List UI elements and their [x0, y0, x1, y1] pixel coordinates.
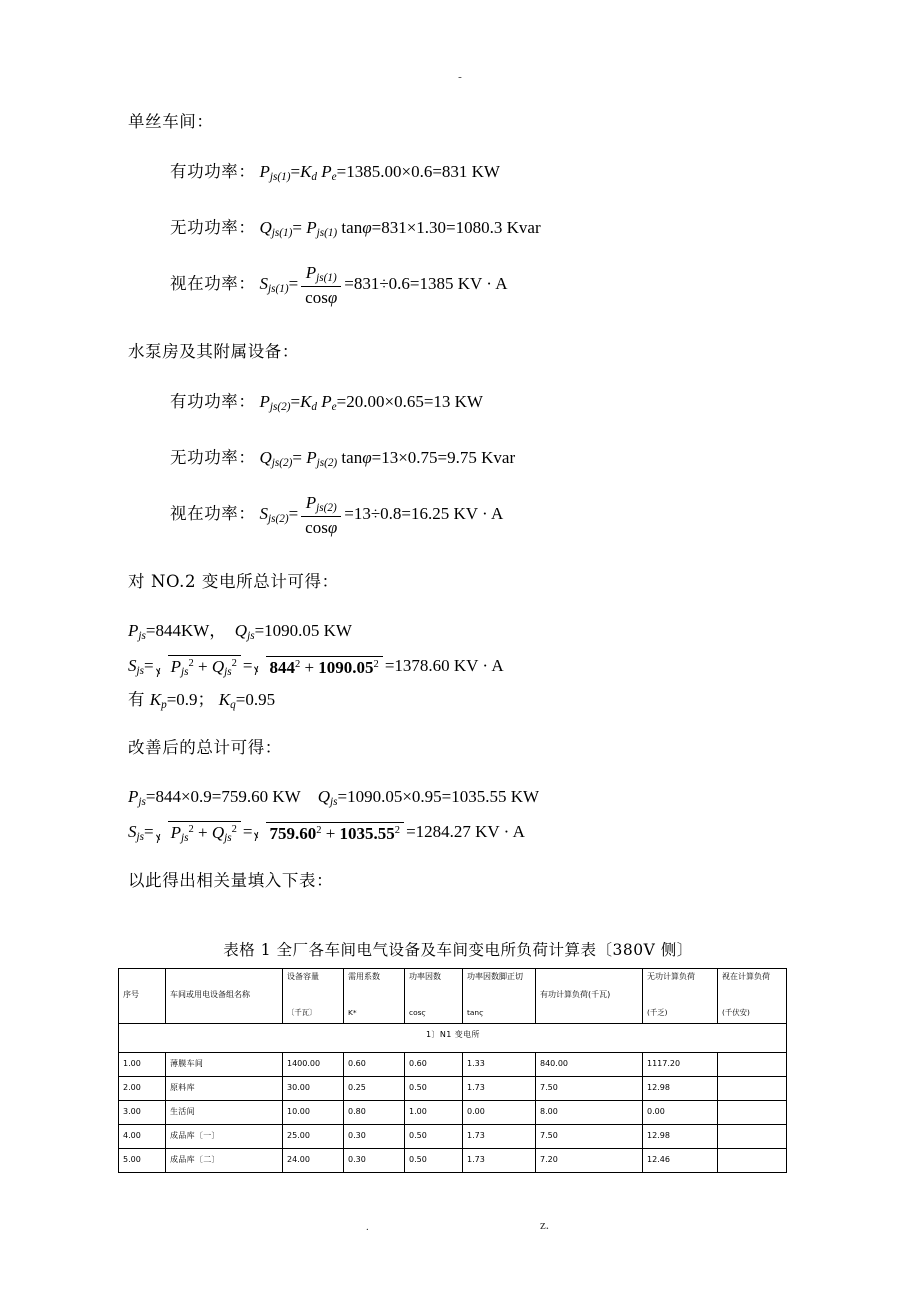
header-cell-active-load [536, 969, 643, 1024]
totals-heading: 对 NO.2 变电所总计可得： [128, 572, 339, 591]
sup-2b: 2 [231, 823, 237, 835]
formula-active-power-1 [128, 148, 828, 196]
numerator-var: P [305, 493, 317, 513]
cell-demand-factor: 0.30 [344, 1125, 405, 1149]
cell-demand-factor: 0.60 [344, 1053, 405, 1077]
s-var: S [128, 655, 137, 675]
header-cell-apparent-load [718, 969, 787, 1024]
cell-capacity: 30.00 [283, 1077, 344, 1101]
lhs-var: P [259, 161, 270, 181]
cell-capacity: 10.00 [283, 1101, 344, 1125]
sup-2d: 2 [373, 659, 379, 671]
factor2-sub: e [331, 171, 337, 184]
formula-label: 有功功率： [170, 392, 256, 411]
cell-no: 4.00 [119, 1125, 166, 1149]
header-label: 功率因数 [409, 972, 441, 981]
sqrt-numeric [254, 822, 404, 843]
table-section-row [119, 1024, 787, 1053]
header-unit: 〔千瓦〕 [287, 1008, 317, 1018]
sqrt-radicand: $P_{js}^2 + Q_{js}^2$ [168, 655, 241, 679]
formula-label: 视在功率： [170, 274, 256, 293]
cell-apparent-load [718, 1053, 787, 1077]
q-var: Q [234, 621, 248, 640]
cell-name: 成品库〔二〕 [166, 1149, 283, 1173]
formula-expression: $P_{js(1)}=K_d$ $P_e=1385.00\times 0.6=831$ KW [259, 161, 500, 184]
formula-label: 有功功率： [170, 162, 256, 181]
header-cell-no [119, 969, 166, 1024]
header-unit: (千伏安) [722, 1008, 750, 1018]
cell-power-factor: 0.50 [405, 1125, 463, 1149]
fraction-denominator [301, 517, 341, 537]
cell-apparent-load [718, 1149, 787, 1173]
header-cell-capacity [283, 969, 344, 1024]
cell-name: 薄膜车间 [166, 1053, 283, 1077]
section-title-2: 水泵房及其附属设备： [128, 342, 299, 361]
lhs-var: Q [259, 217, 272, 237]
sup-2c: 2 [294, 659, 301, 671]
factor1-var: P [306, 447, 317, 467]
p-value: =844×0.9=759.60 KW [145, 786, 301, 806]
p-value: =844KW， [145, 621, 227, 640]
header-cell-tangent [463, 969, 536, 1024]
formula-expression: $P_{js(2)}=K_d$ $P_e=20.00\times 0.65=13$ KW [259, 391, 483, 414]
fraction-denominator [301, 287, 341, 307]
sup-2a: 2 [188, 823, 194, 835]
cell-tangent: 1.73 [463, 1125, 536, 1149]
lhs-sub: js(1) [269, 171, 291, 184]
factor2-var: P [321, 161, 332, 181]
totals-k-line [128, 691, 275, 712]
kp-var: K [149, 689, 162, 709]
lhs-var: P [259, 391, 270, 411]
cell-apparent-load [718, 1101, 787, 1125]
denominator-text: cos [305, 288, 328, 308]
cell-tangent: 0.00 [463, 1101, 536, 1125]
cell-name: 成品库〔一〕 [166, 1125, 283, 1149]
radicand-num-1: 759.60 [269, 824, 317, 844]
sup-2c: 2 [316, 825, 322, 837]
section-label-cell [119, 1024, 787, 1053]
radicand-p-sub: js [180, 666, 189, 679]
header-label: 有功计算负荷(千瓦) [540, 989, 611, 999]
fraction [301, 493, 341, 537]
cell-active-load: 8.00 [536, 1101, 643, 1125]
header-cell-power-factor [405, 969, 463, 1024]
cell-no: 3.00 [119, 1101, 166, 1125]
denominator-text: cos [305, 518, 328, 538]
p-var: P [128, 621, 139, 640]
kq-value: =0.95 [235, 689, 276, 709]
formula-active-power-2 [128, 378, 828, 426]
document-body [128, 108, 828, 891]
header-cell-name [166, 969, 283, 1024]
cell-capacity: 1400.00 [283, 1053, 344, 1077]
sqrt-symbolic [156, 655, 241, 679]
tan-text: tan [341, 447, 363, 467]
s-sub: js [136, 664, 144, 677]
header-label: 无功计算负荷 [647, 972, 695, 981]
table-section-header [119, 1024, 787, 1053]
lhs-sub: js(2) [271, 457, 293, 470]
denominator-symbol: φ [327, 518, 338, 538]
s-result: =1378.60 KV · A [384, 655, 504, 675]
improved-pq-line [128, 788, 539, 809]
table-intro-text: 以此得出相关量填入下表： [128, 870, 334, 890]
formula-expression: $S_{js(2)}=$ $\frac{P_{js(2)}}{\cos\varphi}$ =13÷0.8=16.25 KV · A [259, 493, 504, 538]
cell-capacity: 25.00 [283, 1125, 344, 1149]
formula-numeric: =831÷0.6=1385 KV · A [344, 274, 508, 294]
table-row [119, 1077, 787, 1101]
totals-pq-line [128, 622, 352, 643]
numerator-sub: js(2) [316, 502, 337, 515]
table-header-row [119, 969, 787, 1024]
cell-active-load: 7.50 [536, 1077, 643, 1101]
formula-apparent-power-1 [128, 260, 828, 308]
formula-apparent-power-2 [128, 490, 828, 538]
lhs-sub: js(1) [271, 227, 293, 240]
header-label: 设备容量 [287, 972, 319, 981]
table-head [119, 969, 787, 1024]
formula-expression: $Q_{js(2)}= P_{js(2)}$ tanφ=13×0.75=9.75 Kvar [259, 447, 516, 470]
formula-reactive-power-2 [128, 434, 828, 482]
cell-demand-factor: 0.30 [344, 1149, 405, 1173]
cell-name: 原料库 [166, 1077, 283, 1101]
cell-power-factor: 0.50 [405, 1149, 463, 1173]
table-body [119, 1053, 787, 1173]
q-value: =1090.05×0.95=1035.55 KW [337, 786, 540, 806]
cell-tangent: 1.73 [463, 1149, 536, 1173]
sqrt-radicand: $759.60^2 + 1035.55^2$ [266, 822, 404, 843]
sup-2b: 2 [231, 658, 237, 670]
s-sub: js [136, 830, 144, 843]
equals-1: = [143, 655, 154, 675]
kp-sub: p [161, 698, 167, 711]
sqrt-symbolic [156, 821, 241, 845]
q-var: Q [317, 786, 330, 806]
factor2-sub: e [331, 401, 337, 414]
tan-symbol: φ [362, 447, 372, 467]
radicand-q-sub: js [224, 831, 232, 844]
header-cell-demand-factor [344, 969, 405, 1024]
lhs-var: Q [259, 447, 272, 467]
cell-demand-factor: 0.80 [344, 1101, 405, 1125]
table-row [119, 1149, 787, 1173]
sqrt-radicand: $P_{js}^2 + Q_{js}^2$ [168, 821, 241, 845]
equals-1: = [143, 821, 154, 841]
cell-power-factor: 1.00 [405, 1101, 463, 1125]
cell-capacity: 24.00 [283, 1149, 344, 1173]
tan-text: tan [341, 217, 363, 237]
radicand-num-2: 1090.05 [318, 658, 374, 678]
lhs-sub: js(2) [269, 401, 291, 414]
s-var: S [128, 821, 137, 841]
cell-power-factor: 0.60 [405, 1053, 463, 1077]
p-sub: js [138, 795, 146, 808]
kq-var: K [218, 689, 231, 709]
sup-2d: 2 [394, 825, 401, 837]
header-label: 需用系数 [348, 972, 380, 981]
lhs-sub: js(1) [268, 283, 289, 296]
factor1-var: K [300, 391, 312, 411]
factor1-sub: js(1) [316, 227, 338, 240]
cell-no: 1.00 [119, 1053, 166, 1077]
table-row [119, 1053, 787, 1077]
formula-numeric: =13×0.75=9.75 Kvar [371, 447, 516, 467]
q-value: =1090.05 KW [254, 621, 352, 640]
fraction [301, 263, 341, 307]
table-row [119, 1101, 787, 1125]
formula-numeric: =831×1.30=1080.3 Kvar [371, 217, 541, 237]
s-result: =1284.27 KV · A [406, 821, 525, 841]
radicand-p-var: P [170, 656, 181, 676]
radicand-p-var: P [170, 822, 181, 842]
q-sub: js [330, 795, 338, 808]
kp-value: =0.9； [166, 689, 215, 709]
lhs-var: S [259, 274, 268, 294]
numerator-sub: js(1) [316, 272, 337, 285]
header-unit: (千乏) [647, 1008, 668, 1018]
kq-sub: q [230, 698, 236, 711]
factor1-var: P [306, 217, 317, 237]
improved-heading: 改善后的总计可得： [128, 737, 282, 757]
formula-numeric: 20.00×0.65=13 KW [346, 391, 483, 411]
cell-tangent: 1.33 [463, 1053, 536, 1077]
header-cell-reactive-load [643, 969, 718, 1024]
header-symbol: tanϛ [467, 1008, 484, 1018]
totals-s-line [128, 655, 504, 679]
factor1-sub: d [311, 401, 318, 414]
lhs-var: S [259, 504, 268, 524]
header-symbol: K* [348, 1008, 357, 1018]
sqrt-numeric [254, 656, 382, 677]
radicand-num-2: 1035.55 [339, 824, 395, 844]
cell-reactive-load: 1117.20 [643, 1053, 718, 1077]
radicand-q-var: Q [211, 656, 225, 676]
cell-name: 生活间 [166, 1101, 283, 1125]
fraction-numerator [301, 263, 341, 287]
cell-apparent-load [718, 1077, 787, 1101]
table-caption: 表格 1 全厂各车间电气设备及车间变电所负荷计算表〔380V 侧〕 [223, 941, 693, 959]
cell-apparent-load [718, 1125, 787, 1149]
numerator-var: P [305, 263, 317, 283]
table-row [119, 1125, 787, 1149]
q-sub: js [247, 630, 255, 643]
cell-active-load: 7.50 [536, 1125, 643, 1149]
cell-reactive-load: 12.98 [643, 1125, 718, 1149]
p-var: P [128, 786, 139, 806]
equals-2: = [242, 655, 253, 675]
header-label: 功率因数脚正切 [467, 972, 523, 981]
formula-numeric: 1385.00×0.6=831 KW [346, 161, 500, 181]
radicand-q-var: Q [211, 822, 225, 842]
fraction-numerator [301, 493, 341, 517]
improved-s-line [128, 821, 525, 845]
sup-2a: 2 [188, 658, 194, 670]
cell-no: 5.00 [119, 1149, 166, 1173]
header-symbol: cosϛ [409, 1008, 426, 1018]
cell-reactive-load: 12.98 [643, 1077, 718, 1101]
cell-no: 2.00 [119, 1077, 166, 1101]
sqrt-radicand: $844^2 + 1090.05^2$ [266, 656, 382, 677]
radicand-num-1: 844 [269, 658, 295, 678]
cell-reactive-load: 0.00 [643, 1101, 718, 1125]
header-label: 视在计算负荷 [722, 972, 770, 981]
factor1-sub: js(2) [316, 457, 338, 470]
formula-numeric: =13÷0.8=16.25 KV · A [344, 504, 504, 524]
tan-symbol: φ [362, 217, 372, 237]
factor2-var: P [321, 391, 332, 411]
header-label: 序号 [123, 989, 139, 999]
section-title-1: 单丝车间： [128, 112, 214, 131]
k-prefix: 有 [128, 689, 150, 709]
cell-active-load: 7.20 [536, 1149, 643, 1173]
lhs-sub: js(2) [268, 513, 289, 526]
header-label: 车间或用电设备组名称 [170, 989, 250, 999]
load-calculation-table [118, 968, 787, 1173]
formula-expression: $S_{js(1)}=$ $\frac{P_{js(1)}}{\cos\varphi}$ =831÷0.6=1385 KV · A [259, 263, 508, 308]
radicand-q-sub: js [224, 666, 232, 679]
cell-demand-factor: 0.25 [344, 1077, 405, 1101]
formula-label: 无功功率： [170, 448, 256, 467]
page-footer-left: . [366, 1221, 369, 1233]
radicand-p-sub: js [180, 831, 189, 844]
cell-reactive-load: 12.46 [643, 1149, 718, 1173]
cell-active-load: 840.00 [536, 1053, 643, 1077]
p-sub: js [138, 630, 146, 643]
formula-label: 视在功率： [170, 504, 256, 523]
denominator-symbol: φ [327, 288, 338, 308]
equals-2: = [242, 821, 253, 841]
factor1-sub: d [311, 171, 318, 184]
formula-expression: $Q_{js(1)}= P_{js(1)}$ tanφ=831×1.30=1080.3 Kvar [259, 217, 541, 240]
cell-tangent: 1.73 [463, 1077, 536, 1101]
factor1-var: K [300, 161, 312, 181]
formula-label: 无功功率： [170, 218, 256, 237]
section-label: 1〕N1 变电所 [426, 1029, 480, 1039]
page-header-mark: - [458, 71, 462, 83]
page-footer-right: z. [540, 1217, 550, 1232]
formula-reactive-power-1 [128, 204, 828, 252]
cell-power-factor: 0.50 [405, 1077, 463, 1101]
